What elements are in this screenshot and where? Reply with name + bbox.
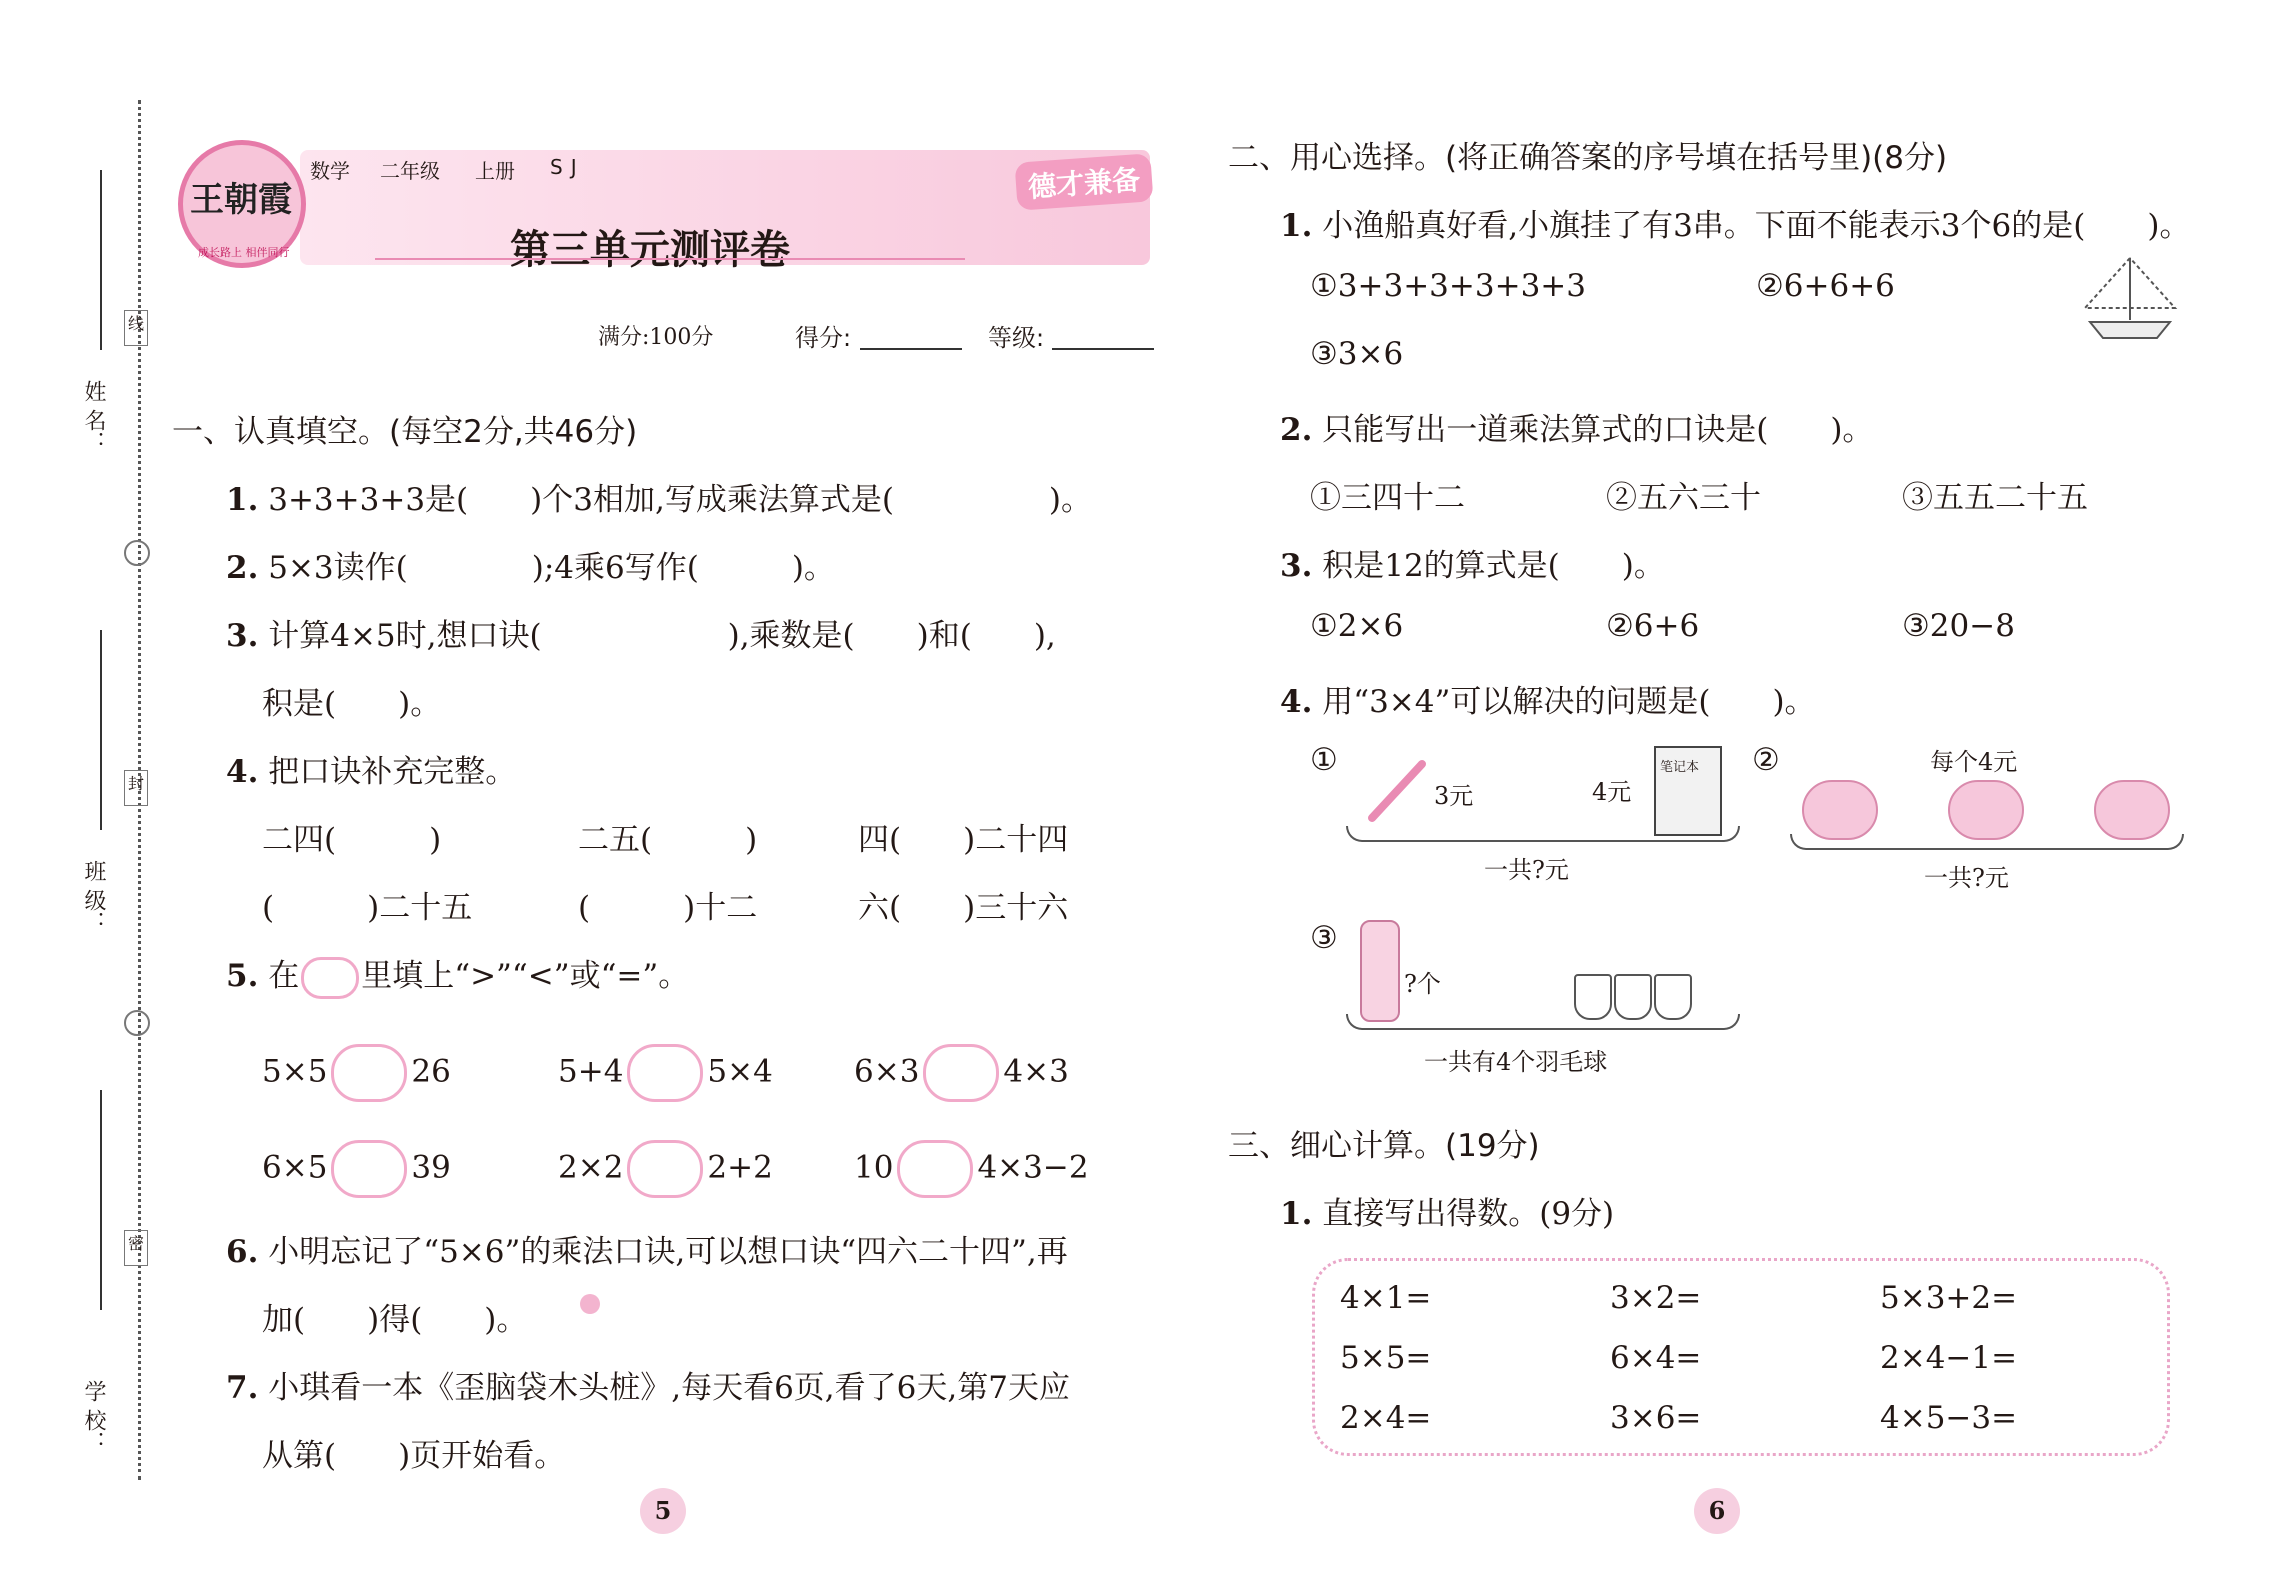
header-grade: 二年级 <box>380 159 440 183</box>
school-label: 学 校： <box>81 1380 106 1453</box>
question-2-2 <box>1280 404 1873 449</box>
level-blank[interactable] <box>1052 348 1154 350</box>
score-label: 得分: <box>795 324 852 352</box>
header-edition: SJ <box>550 155 585 179</box>
hamburger-icon <box>1802 780 1878 840</box>
rhyme-cell: 二五( ) <box>578 822 758 858</box>
question-1-5 <box>226 950 689 999</box>
name-label: 姓 名： <box>81 380 106 453</box>
compare-left: 6×3 <box>854 1053 920 1090</box>
pen-price: 3元 <box>1434 782 1474 810</box>
calc-item: 6×4= <box>1610 1340 1702 1376</box>
unknown-count: ?个 <box>1404 970 1441 998</box>
section3-heading: 三、细心计算。(19分) <box>1228 1128 1540 1164</box>
page-number-right: 6 <box>1694 1488 1740 1534</box>
option: ③20−8 <box>1902 608 2015 644</box>
compare-left: 5+4 <box>558 1053 624 1090</box>
compare-right: 26 <box>411 1053 451 1090</box>
question-1-7-cont: 从第( )页开始看。 <box>262 1438 566 1474</box>
brace-icon <box>1346 826 1740 842</box>
question-1-6-cont: 加( )得( )。 <box>262 1302 528 1338</box>
question-text: 用“3×4”可以解决的问题是( )。 <box>1322 684 1816 720</box>
question-1-4 <box>226 746 516 791</box>
compare-left: 10 <box>854 1149 894 1186</box>
option-caption: 一共?元 <box>1924 864 2009 892</box>
option: ①2×6 <box>1310 608 1404 644</box>
question-number: 7. <box>226 1370 259 1406</box>
header-subject: 数学 <box>310 159 350 183</box>
option: ②五六三十 <box>1606 480 1761 516</box>
flower-icon <box>580 1294 600 1314</box>
question-text: 直接写出得数。(9分) <box>1322 1196 1615 1232</box>
calc-item: 3×6= <box>1610 1400 1702 1436</box>
question-text: 小琪看一本《歪脑袋木头桩》,每天看6页,看了6天,第7天应 <box>268 1370 1070 1406</box>
compare-right: 4×3 <box>1003 1053 1069 1090</box>
option: ①三四十二 <box>1310 480 1465 516</box>
calc-grid-box <box>1312 1258 2170 1456</box>
unit-price: 每个4元 <box>1930 748 2018 776</box>
section1-heading: 一、认真填空。(每空2分,共46分) <box>172 414 638 450</box>
question-number: 5. <box>226 958 259 994</box>
class-underline <box>100 630 102 830</box>
binding-hole-icon <box>124 1010 150 1036</box>
question-1-3 <box>226 610 1056 655</box>
question-number: 2. <box>1280 412 1313 448</box>
question-text: 小明忘记了“5×6”的乘法口诀,可以想口诀“四六二十四”,再 <box>268 1234 1068 1270</box>
option-mark: ③ <box>1310 920 1338 956</box>
question-number: 4. <box>1280 684 1313 720</box>
question-1-1 <box>226 474 1092 519</box>
question-number: 1. <box>226 482 259 518</box>
brace-icon <box>1346 1014 1740 1030</box>
logo-subtitle: 成长路上 相伴同行 <box>198 246 290 259</box>
full-score: 满分:100分 <box>598 325 714 350</box>
option: ③五五二十五 <box>1902 480 2088 516</box>
question-1-3-cont: 积是( )。 <box>262 686 442 722</box>
brace-icon <box>1790 834 2184 850</box>
question-number: 1. <box>1280 208 1313 244</box>
question-number: 6. <box>226 1234 259 1270</box>
option-caption: 一共有4个羽毛球 <box>1424 1048 1608 1076</box>
calc-item: 5×3+2= <box>1880 1280 2018 1316</box>
section2-heading: 二、用心选择。(将正确答案的序号填在括号里)(8分) <box>1228 140 1948 176</box>
level-label: 等级: <box>988 324 1045 352</box>
option: ②6+6+6 <box>1756 268 1895 304</box>
question-number: 3. <box>226 618 259 654</box>
compare-right: 39 <box>411 1149 451 1186</box>
question-number: 3. <box>1280 548 1313 584</box>
page-title: 第三单元测评卷 <box>510 227 790 273</box>
calc-item: 4×5−3= <box>1880 1400 2018 1436</box>
calc-item: 5×5= <box>1340 1340 1432 1376</box>
rhyme-cell: ( )十二 <box>578 890 758 926</box>
binding-mark-xian: 线 <box>124 310 148 346</box>
compare-item <box>262 1140 451 1198</box>
binding-mark-feng: 封 <box>124 770 148 806</box>
question-1-6 <box>226 1226 1068 1271</box>
rhyme-cell: 四( )二十四 <box>858 822 1069 858</box>
score-blank[interactable] <box>860 348 962 350</box>
calc-item: 2×4= <box>1340 1400 1432 1436</box>
compare-circle-icon <box>301 957 359 999</box>
compare-left: 5×5 <box>262 1053 328 1090</box>
calc-item: 3×2= <box>1610 1280 1702 1316</box>
question-2-1 <box>1280 200 2190 245</box>
option-mark: ① <box>1310 742 1338 778</box>
book-price: 4元 <box>1592 778 1632 806</box>
question-2-3 <box>1280 540 1665 585</box>
question-text: 3+3+3+3是( )个3相加,写成乘法算式是( )。 <box>268 482 1093 518</box>
compare-left: 2×2 <box>558 1149 624 1186</box>
question-3-1 <box>1280 1188 1614 1233</box>
pen-icon <box>1362 756 1432 826</box>
compare-right: 5×4 <box>707 1053 773 1090</box>
binding-mark-mi: 密 <box>124 1230 148 1266</box>
question-1-2 <box>226 542 835 587</box>
question-number: 1. <box>1280 1196 1313 1232</box>
compare-blank[interactable] <box>897 1140 973 1198</box>
title-underline <box>375 258 965 260</box>
hamburger-icon <box>1948 780 2024 840</box>
school-underline <box>100 1090 102 1310</box>
compare-blank[interactable] <box>331 1044 407 1102</box>
question-text: 5×3读作( );4乘6写作( )。 <box>268 550 835 586</box>
logo-text: 王朝霞 <box>190 180 292 220</box>
page-number-left: 5 <box>640 1488 686 1534</box>
option-caption: 一共?元 <box>1484 856 1569 884</box>
compare-item <box>854 1044 1069 1102</box>
question-2-4 <box>1280 676 1816 721</box>
compare-blank[interactable] <box>627 1140 703 1198</box>
compare-item <box>854 1140 1089 1198</box>
compare-blank[interactable] <box>627 1044 703 1102</box>
compare-right: 4×3−2 <box>977 1149 1089 1186</box>
rhyme-cell: ( )二十五 <box>262 890 473 926</box>
compare-blank[interactable] <box>331 1140 407 1198</box>
question-number: 2. <box>226 550 259 586</box>
option: ①3+3+3+3+3+3 <box>1310 268 1587 304</box>
option-mark: ② <box>1752 742 1780 778</box>
rhyme-cell: 六( )三十六 <box>858 890 1069 926</box>
binding-hole-icon <box>124 540 150 566</box>
question-text: 只能写出一道乘法算式的口诀是( )。 <box>1322 412 1874 448</box>
question-number: 4. <box>226 754 259 790</box>
calc-item: 2×4−1= <box>1880 1340 2018 1376</box>
header-volume: 上册 <box>475 159 515 183</box>
question-text: 积是12的算式是( )。 <box>1322 548 1665 584</box>
option: ②6+6 <box>1606 608 1700 644</box>
question-text: 把口诀补充完整。 <box>268 754 517 790</box>
question-1-7 <box>226 1362 1070 1407</box>
question-text: 小渔船真好看,小旗挂了有3串。下面不能表示3个6的是( )。 <box>1322 208 2191 244</box>
calc-item: 4×1= <box>1340 1280 1432 1316</box>
compare-right: 2+2 <box>707 1149 773 1186</box>
option: ③3×6 <box>1310 336 1404 372</box>
compare-item <box>558 1140 773 1198</box>
compare-item <box>262 1044 451 1102</box>
shuttlecock-tube-icon <box>1360 920 1400 1022</box>
sailboat-icon <box>2075 248 2185 348</box>
compare-item <box>558 1044 773 1102</box>
question-text-post: 里填上“>”“<”或“=”。 <box>361 958 690 994</box>
compare-blank[interactable] <box>923 1044 999 1102</box>
rhyme-cell: 二四( ) <box>262 822 442 858</box>
notebook-label: 笔记本 <box>1660 760 1700 775</box>
class-label: 班 级： <box>81 860 106 933</box>
hamburger-icon <box>2094 780 2170 840</box>
header-badge: 德才兼备 <box>1014 153 1153 210</box>
compare-left: 6×5 <box>262 1149 328 1186</box>
name-underline <box>100 170 102 350</box>
question-text-pre: 在 <box>268 958 300 994</box>
question-text: 计算4×5时,想口诀( ),乘数是( )和( ), <box>268 618 1056 654</box>
